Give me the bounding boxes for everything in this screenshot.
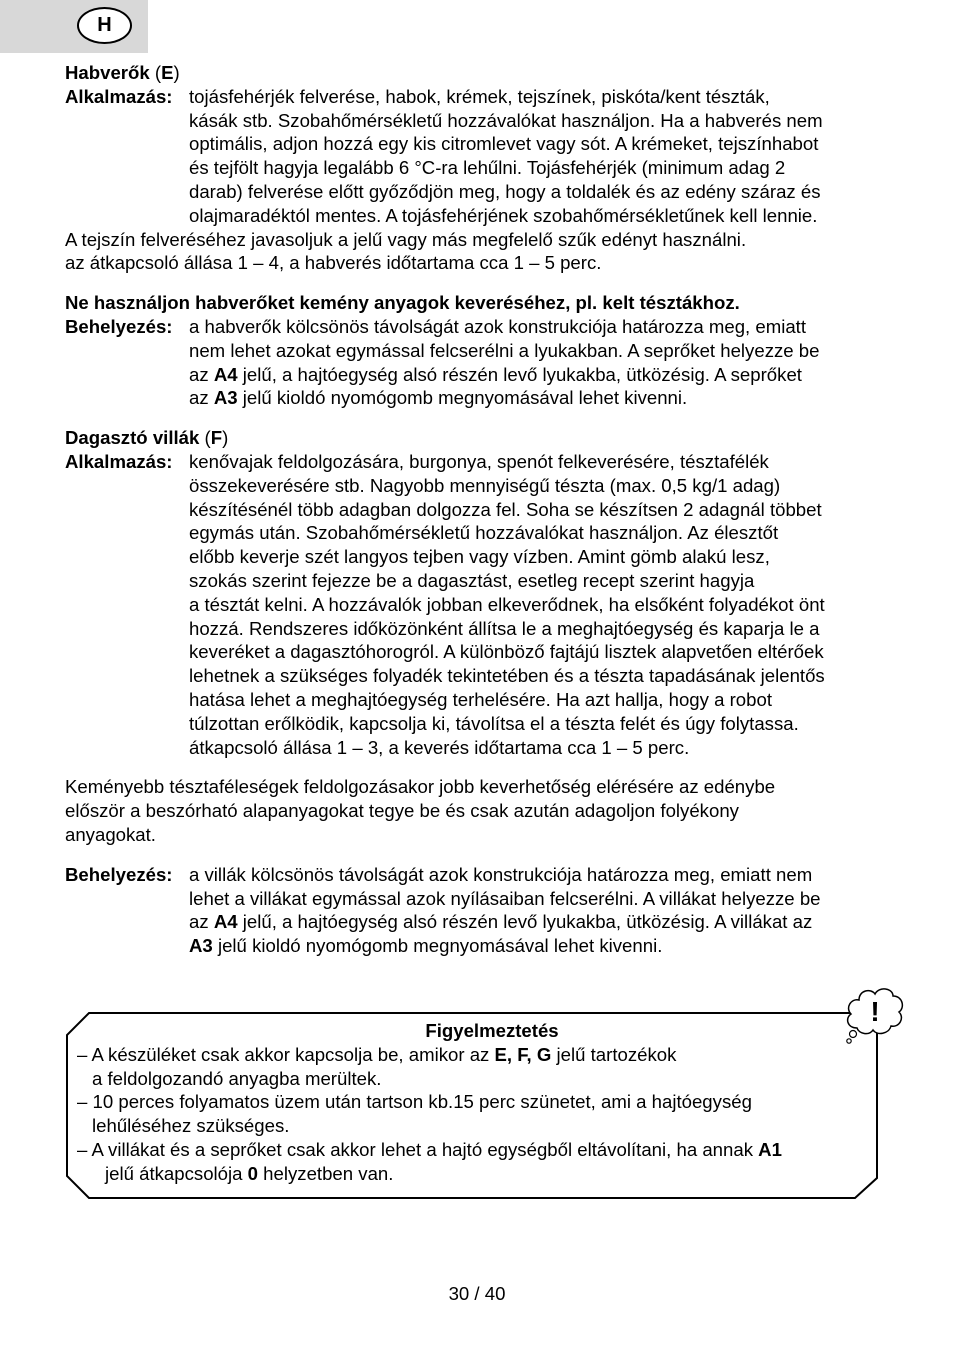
text-line: készítésénél több adagban dolgozza fel. Soha se készítsen 2 adagnál többet bbox=[189, 498, 822, 520]
text-line: túlzottan erőlködik, kapcsolja ki, távolítsa el a tészta felét és úgy folytassa. bbox=[189, 712, 799, 734]
text-line: egymás után. Szobahőmérsékletű hozzávalókat használjon. Az élesztőt bbox=[189, 522, 779, 544]
hooks-heading: Dagasztó villák (F) bbox=[65, 427, 229, 449]
exclamation-mark: ! bbox=[870, 996, 880, 1027]
insert-label: Behelyezés: bbox=[65, 863, 173, 885]
usage-text bbox=[189, 85, 895, 228]
page-number: 30 / 40 bbox=[448, 1283, 506, 1304]
whisks-warning: Ne használjon habverőket kemény anyagok keveréséhez, pl. kelt tésztákhoz. bbox=[65, 292, 740, 314]
text-line: kásák stb. Szobahőmérsékletű hozzávalókat használjon. Ha a habverés nem bbox=[189, 109, 823, 131]
text-line: optimális, adjon hozzá egy kis citromlevet vagy sót. A krémeket, tejszínhabot bbox=[189, 133, 819, 155]
usage-label: Alkalmazás: bbox=[65, 450, 173, 472]
text-line: először a beszórható alapanyagokat tegye be és csak azután adagoljon folyékony bbox=[65, 800, 739, 822]
insert-label: Behelyezés: bbox=[65, 315, 173, 337]
warning-item-1: – A készüléket csak akkor kapcsolja be, amikor az E, F, G jelű tartozékok bbox=[77, 1043, 677, 1065]
warning-item-3: – A villákat és a seprőket csak akkor lehet a hajtó egységből eltávolítani, ha annak A1 bbox=[77, 1138, 782, 1160]
text-line: anyagokat. bbox=[65, 823, 156, 845]
whisks-heading: Habverők (E) bbox=[65, 62, 180, 83]
hooks-usage bbox=[65, 450, 895, 759]
language-tab bbox=[0, 0, 148, 53]
whisks-insertion bbox=[65, 315, 895, 410]
language-code-badge: H bbox=[77, 7, 132, 44]
text-line: tojásfehérjék felverése, habok, krémek, tejszínek, piskóta/kent tészták, bbox=[189, 85, 770, 107]
text-line: előbb keverje szét langyos tejben vagy vízben. Amint gömb alakú lesz, bbox=[189, 546, 770, 568]
text-line: hatása lehet a meghajtóegység terhelésére. Ha azt hallja, hogy a robot bbox=[189, 688, 772, 710]
text-line: lehetnek a szükséges folyadék tekintetében és a tészta tapadásának jelentős bbox=[189, 665, 825, 687]
usage-label: Alkalmazás: bbox=[65, 85, 173, 107]
insert-text: a habverők kölcsönös távolságát azok konstrukciója határozza meg, emiatt nem lehet azokat egymással felcserélni a lyukakban. A seprőket helyezze be az A4 jelű, a hajtóegység alsó részén levő lyukakba, ütközésig. A seprőket az A3 jelű kioldó nyomógomb megnyomásával lehet kivenni. bbox=[189, 315, 820, 409]
hooks-insertion bbox=[65, 863, 895, 958]
warning-text: Figyelmeztetés – A készüléket csak akkor kapcsolja be, amikor az E, F, G jelű tartozékok a feldolgozandó anyagba merültek. – 10 perces folyamatos üzem után tartson kb.15 perc szünetet, ami a hajtóegység lehűléséhez szükséges. – A villákat és a seprőket csak akkor lehet a hajtó egységből eltávolítani, ha annak A1 jelű átkapcsolója 0 helyzetben van. bbox=[77, 1019, 877, 1186]
usage-text bbox=[189, 450, 895, 759]
text-line: szokás szerint fejezze be a dagasztást, esetleg recept szerint hagyja bbox=[189, 569, 755, 591]
text-line: hozzá. Rendszeres időközönként állítsa le a meghajtóegység és kaparja le a bbox=[189, 617, 820, 639]
text-line: összekeverésére stb. Nagyobb mennyiségű tészta (max. 0,5 kg/1 adag) bbox=[189, 474, 781, 496]
insert-text: a villák kölcsönös távolságát azok konstrukciója határozza meg, emiatt nem lehet a villákat egymással azok nyílásaiban felcserélni. A villákat helyezze be az A4 jelű, a hajtóegység alsó részén levő lyukakba, ütközésig. A villákat az A3 jelű kioldó nyomógomb megnyomásával lehet kivenni. bbox=[189, 863, 821, 957]
text-line: olajmaradéktól mentes. A tojásfehérjének szobahőmérsékletűnek kell lennie. bbox=[189, 204, 818, 226]
text-line: darab) felverése előtt győződjön meg, hogy a toldalék és az edény száraz és bbox=[189, 180, 821, 202]
text-line: a tésztát kelni. A hozzávalók jobban elkeverődnek, ha elsőként folyadékot önt bbox=[189, 593, 825, 615]
text-line: átkapcsoló állása 1 – 3, a keverés időtartama cca 1 – 5 perc. bbox=[189, 736, 690, 758]
text-line: és tejfölt hagyja legalább 6 °C-ra lehűlni. Tojásfehérjék (minimum adag 2 bbox=[189, 157, 786, 179]
harder-dough-note bbox=[65, 775, 895, 846]
warning-title: Figyelmeztetés bbox=[425, 1020, 559, 1041]
text-line: kenővajak feldolgozására, burgonya, spenót felkeverésére, tésztafélék bbox=[189, 450, 769, 472]
warning-box bbox=[65, 996, 905, 1200]
switch-note: az átkapcsoló állása 1 – 4, a habverés időtartama cca 1 – 5 perc. bbox=[65, 252, 602, 274]
whisks-usage bbox=[65, 85, 895, 228]
manual-content bbox=[65, 61, 895, 958]
text-line: Keményebb tésztaféleségek feldolgozásakor jobb keverhetőség elérésére az edénybe bbox=[65, 776, 776, 798]
cream-note: A tejszín felveréséhez javasoljuk a jelű vagy más megfelelő szűk edényt használni. bbox=[65, 228, 747, 250]
warning-item-2: – 10 perces folyamatos üzem után tartson kb.15 perc szünetet, ami a hajtóegység bbox=[77, 1091, 752, 1113]
text-line: keveréket a dagasztóhorogról. A különböző fajtájú lisztek alapvetően eltérőek bbox=[189, 641, 824, 663]
